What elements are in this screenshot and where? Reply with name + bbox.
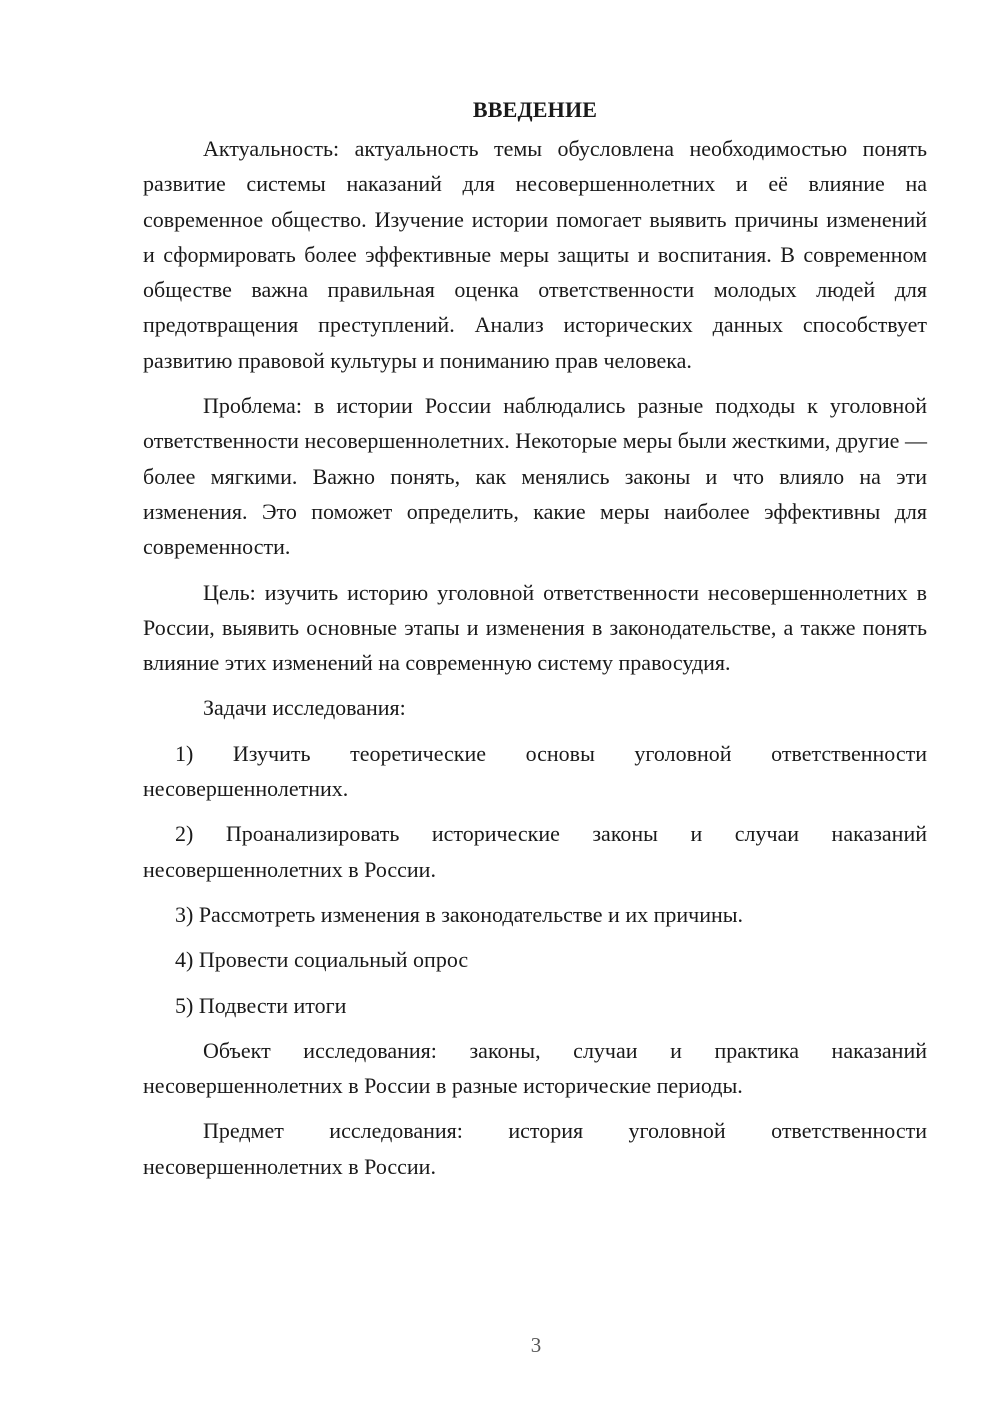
page-title: ВВЕДЕНИЕ: [472, 97, 598, 122]
task-item-1: 1) Изучить теоретические основы уголовной ответственности несовершеннолетних.: [143, 740, 927, 802]
task-item-5: 5) Подвести итоги: [175, 992, 347, 1018]
paragraph-subject: Предмет исследования: история уголовной ответственности несовершеннолетних в России.: [143, 1118, 927, 1179]
paragraph-relevance: Актуальность: актуальность темы обусловлена необходимостью понять развитие системы наказаний для несовершеннолетних и её влияние на современное общество. Изучение истории помогает выявить причины изменений и сформировать более эффективные меры защиты и воспитания. В современном обществе важна правильная оценка ответственности молодых людей для предотвращения преступлений. Анализ исторических данных способствует развитию правовой культуры и пониманию прав человека.: [143, 136, 927, 373]
paragraph-goal: Цель: изучить историю уголовной ответственности несовершеннолетних в России, выявить основные этапы и изменения в законодательстве, а также понять влияние этих изменений на современную систему правосудия.: [143, 579, 927, 676]
task-item-2: 2) Проанализировать исторические законы и случаи наказаний несовершеннолетних в России.: [143, 821, 927, 882]
page-number: 3: [530, 1333, 542, 1357]
paragraph-object: Объект исследования: законы, случаи и практика наказаний несовершеннолетних в России в разные исторические периоды.: [143, 1037, 927, 1099]
task-item-3: 3) Рассмотреть изменения в законодательстве и их причины.: [175, 901, 744, 927]
task-item-4: 4) Провести социальный опрос: [175, 947, 469, 973]
paragraph-problem: Проблема: в истории России наблюдались разные подходы к уголовной ответственности несовершеннолетних. Некоторые меры были жесткими, другие — более мягкими. Важно понять, как менялись законы и что влияло на эти изменения. Это поможет определить, какие меры наиболее эффективны для современности.: [143, 393, 927, 560]
tasks-heading: Задачи исследования:: [203, 695, 406, 721]
document-page: [143, 92, 927, 1194]
